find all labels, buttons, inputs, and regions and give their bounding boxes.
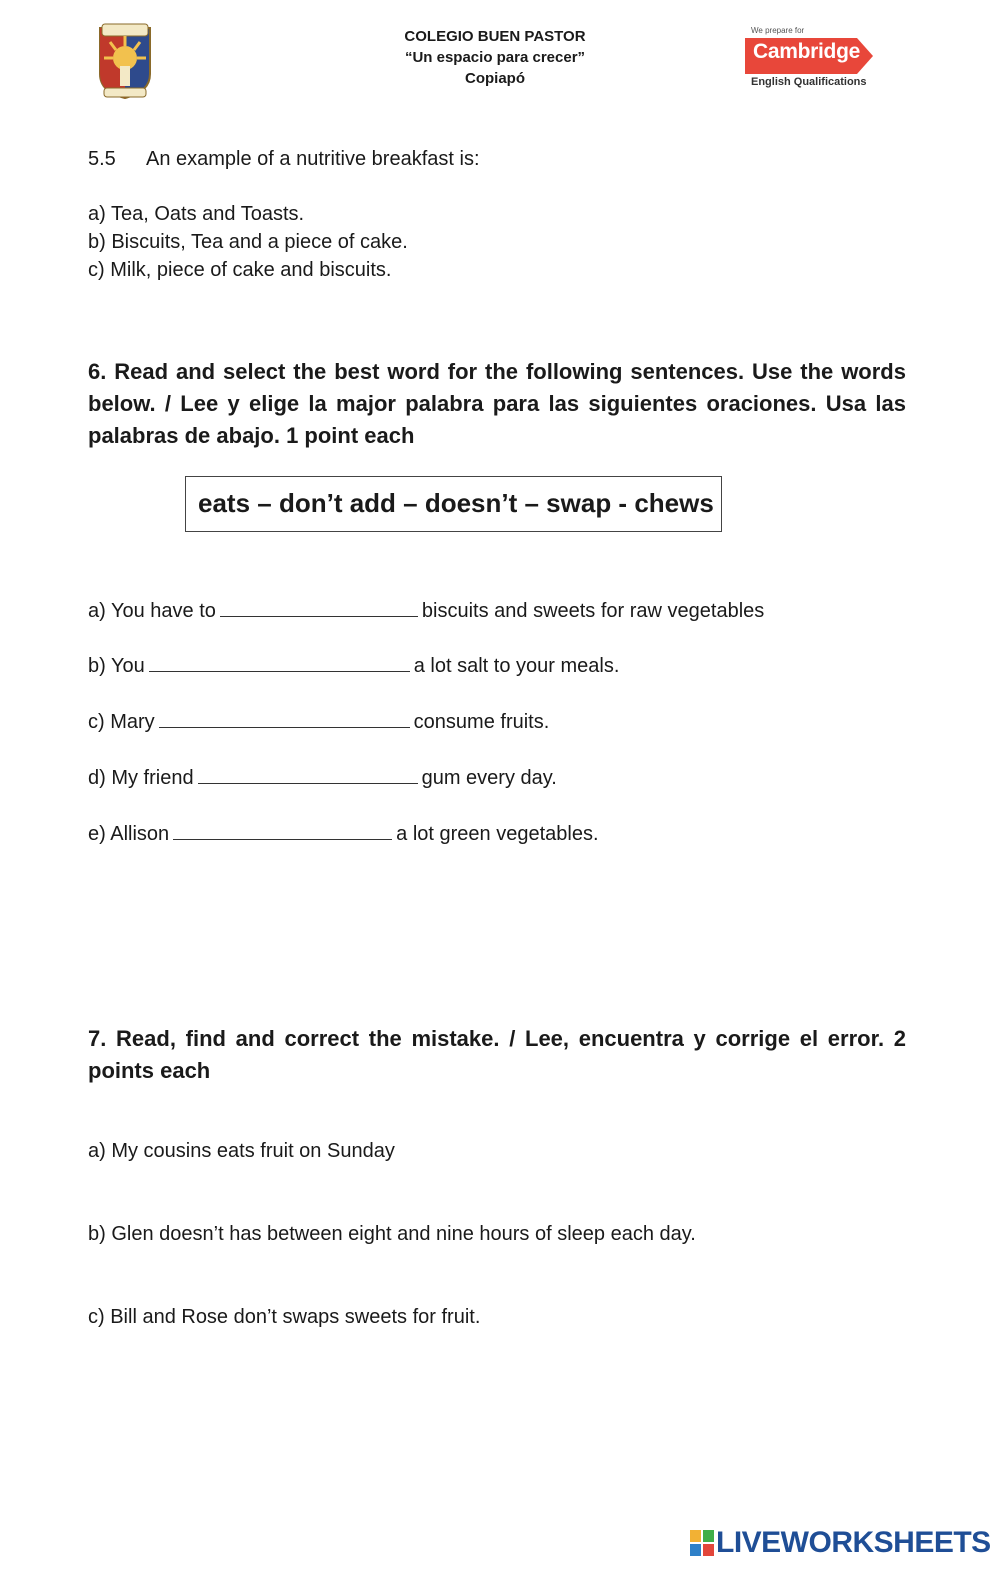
q6-item-a [88,597,764,625]
school-name: COLEGIO BUEN PASTOR [404,28,586,45]
liveworksheets-brand: LIVEWORKSHEETS [716,1526,991,1559]
question-5-5 [88,145,480,173]
cambridge-subtitle: English Qualifications [751,76,867,88]
q6-item-b [88,652,619,680]
q6-item-c-before: c) Mary [88,711,155,733]
q7-item-b: b) Glen doesn’t has between eight and nine hours of sleep each day. [88,1223,696,1245]
answer-blank-d[interactable] [198,765,418,784]
answer-blank-e[interactable] [173,821,392,840]
school-motto: “Un espacio para crecer” [404,49,586,66]
q6-item-d-after: gum every day. [421,767,557,789]
question-text: An example of a nutritive breakfast is: [146,148,480,170]
cambridge-logo [745,26,885,92]
question-number: 5.5 [88,148,116,170]
question-7-heading: 7. Read, find and correct the mistake. / Lee, encuentra y corrige el error. 2 points each [88,1026,906,1083]
option-b: b) Biscuits, Tea and a piece of cake. [88,231,408,253]
cambridge-word: Cambridge [753,40,860,63]
question-6-heading: 6. Read and select the best word for the following sentences. Use the words below. / Lee y elige la major palabra para las siguientes oraciones. Usa las palabras de abajo. 1 point each [88,359,906,448]
q6-item-e-after: a lot green vegetables. [396,823,599,845]
school-city: Copiapó [465,70,525,87]
q6-item-b-before: b) You [88,655,145,677]
q7-item-a: a) My cousins eats fruit on Sunday [88,1140,395,1162]
q6-item-c [88,708,549,736]
q7-item-c: c) Bill and Rose don’t swaps sweets for fruit. [88,1306,481,1328]
q6-item-c-after: consume fruits. [413,711,550,733]
answer-blank-c[interactable] [159,709,410,728]
school-crest-logo [96,22,154,100]
q6-item-e [88,820,599,848]
option-c: c) Milk, piece of cake and biscuits. [88,259,392,281]
school-header [330,26,660,89]
q6-item-e-before: e) Allison [88,823,170,845]
answer-blank-a[interactable] [220,598,418,617]
word-bank-box: eats – don’t add – doesn’t – swap - chews [185,476,722,532]
q6-item-d-before: d) My friend [88,767,194,789]
liveworksheets-grid-icon [690,1530,714,1556]
option-a: a) Tea, Oats and Toasts. [88,203,305,225]
q6-item-b-after: a lot salt to your meals. [413,655,620,677]
q6-item-d [88,764,557,792]
cambridge-tagline: We prepare for [751,26,805,35]
answer-blank-b[interactable] [149,653,410,672]
q6-item-a-before: a) You have to [88,600,216,622]
q6-item-a-after: biscuits and sweets for raw vegetables [421,600,765,622]
